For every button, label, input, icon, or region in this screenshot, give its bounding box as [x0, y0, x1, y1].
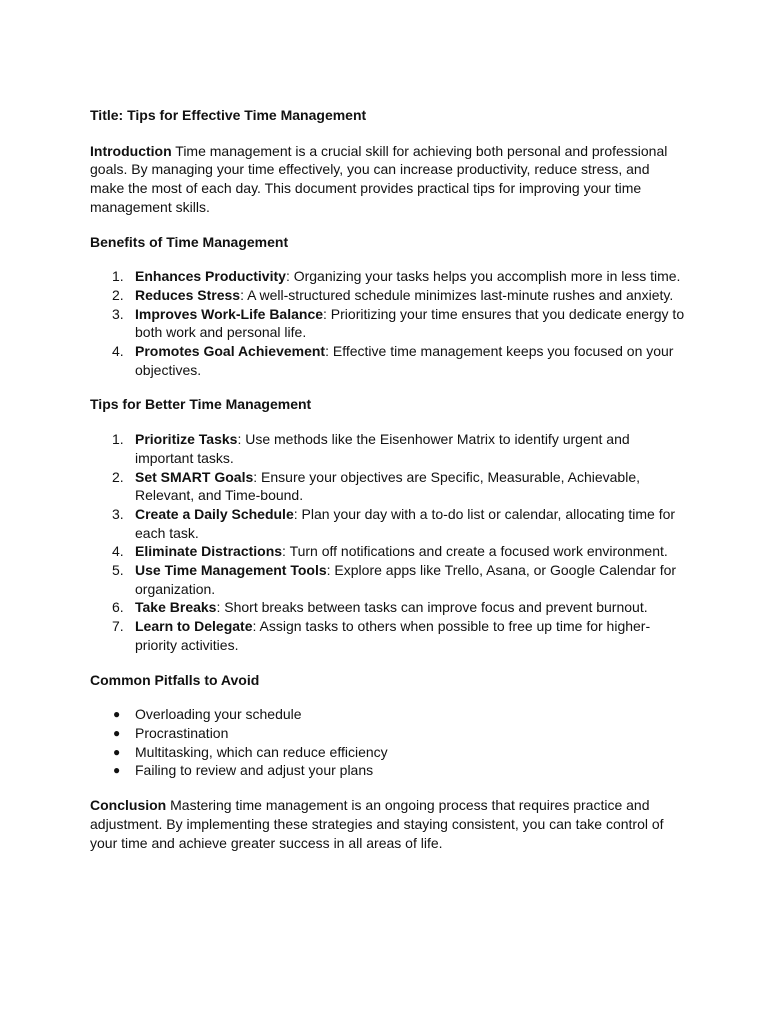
- list-number: 2.: [112, 286, 124, 303]
- list-item-label: Improves Work-Life Balance: [135, 305, 324, 322]
- list-number: 4.: [112, 543, 124, 560]
- list-item-text: : Prioritizing your time ensures that you dedicate energy to both work and personal life.: [135, 305, 685, 341]
- list-item-text: : Explore apps like Trello, Asana, or Google Calendar for organization.: [135, 562, 677, 597]
- list-item: [90, 505, 685, 542]
- list-item: [90, 542, 685, 561]
- list-number: 3.: [112, 305, 124, 322]
- list-item: [90, 342, 685, 379]
- list-item-text: : Effective time management keeps you focused on your objectives.: [135, 343, 674, 378]
- benefits-heading: Benefits of Time Management: [90, 233, 289, 250]
- list-item: [90, 305, 685, 342]
- list-item: [90, 468, 685, 505]
- bullet-icon: ●: [113, 707, 121, 722]
- list-item: [90, 267, 685, 286]
- list-number: 3.: [112, 505, 124, 522]
- list-item-label: Take Breaks: [135, 599, 217, 616]
- tips-list: [90, 430, 685, 654]
- list-item: [90, 598, 685, 617]
- list-item-text: : Ensure your objectives are Specific, Measurable, Achievable, Relevant, and Time-bound.: [135, 468, 641, 504]
- bullet-icon: ●: [113, 744, 121, 759]
- list-item-label: Promotes Goal Achievement: [135, 343, 326, 360]
- list-item-label: Enhances Productivity: [135, 268, 286, 285]
- list-number: 5.: [112, 562, 124, 579]
- list-number: 1.: [112, 268, 124, 285]
- introduction-paragraph: [90, 142, 685, 217]
- pitfalls-heading: Common Pitfalls to Avoid: [90, 671, 260, 688]
- list-item-text: : Use methods like the Eisenhower Matrix to identify urgent and important tasks.: [135, 431, 630, 466]
- list-item-text: : Plan your day with a to-do list or calendar, allocating time for each task.: [135, 505, 676, 541]
- introduction-text: Time management is a crucial skill for achieving both personal and professional goals. By managing your time effectively, you can increase productivity, reduce stress, and make the most of each day. This document provides practical tips for improving your time management skills.: [90, 142, 668, 215]
- list-item-text: : Organizing your tasks helps you accomplish more in less time.: [285, 268, 681, 285]
- conclusion-label: Conclusion: [90, 797, 167, 814]
- list-item: [90, 430, 685, 467]
- conclusion-paragraph: [90, 796, 685, 852]
- list-item-label: Learn to Delegate: [135, 618, 253, 635]
- document-title: [90, 106, 685, 125]
- list-item: [90, 617, 685, 654]
- list-item-text: Overloading your schedule: [135, 706, 302, 723]
- list-item-text: : Short breaks between tasks can improve focus and prevent burnout.: [216, 599, 648, 616]
- list-number: 4.: [112, 343, 124, 360]
- list-number: 7.: [112, 618, 124, 635]
- list-number: 6.: [112, 599, 124, 616]
- title-text: Title: Tips for Effective Time Management: [90, 107, 367, 123]
- bullet-icon: ●: [113, 763, 121, 778]
- list-item-label: Eliminate Distractions: [135, 543, 283, 560]
- list-item-text: Procrastination: [135, 724, 229, 741]
- list-item-label: Prioritize Tasks: [135, 431, 238, 448]
- list-number: 1.: [112, 431, 124, 448]
- list-item-text: : Turn off notifications and create a focused work environment.: [282, 543, 668, 560]
- list-item: [90, 286, 685, 305]
- list-item-label: Set SMART Goals: [135, 468, 254, 485]
- benefits-list: [90, 267, 685, 379]
- tips-heading: Tips for Better Time Management: [90, 396, 312, 413]
- list-item: [90, 724, 685, 743]
- bullet-icon: ●: [113, 725, 121, 740]
- list-item-label: Use Time Management Tools: [135, 562, 327, 579]
- list-item-text: Failing to review and adjust your plans: [135, 762, 374, 779]
- list-item-label: Reduces Stress: [135, 286, 241, 303]
- list-item-text: : A well-structured schedule minimizes last-minute rushes and anxiety.: [240, 286, 674, 303]
- pitfalls-list: [90, 705, 685, 780]
- list-item: [90, 561, 685, 598]
- list-item-label: Create a Daily Schedule: [135, 505, 294, 522]
- list-item-text: Multitasking, which can reduce efficiency: [135, 743, 388, 760]
- list-item: [90, 743, 685, 762]
- list-number: 2.: [112, 468, 124, 485]
- introduction-label: Introduction: [90, 142, 172, 159]
- list-item: [90, 761, 685, 780]
- list-item: [90, 705, 685, 724]
- document-body: [90, 106, 685, 868]
- conclusion-text: Mastering time management is an ongoing process that requires practice and adjustment. By implementing these strategies and staying consistent, you can take control of your time and achieve greater success in all areas of life.: [90, 797, 664, 851]
- list-item-text: : Assign tasks to others when possible to free up time for higher-priority activities.: [135, 618, 651, 653]
